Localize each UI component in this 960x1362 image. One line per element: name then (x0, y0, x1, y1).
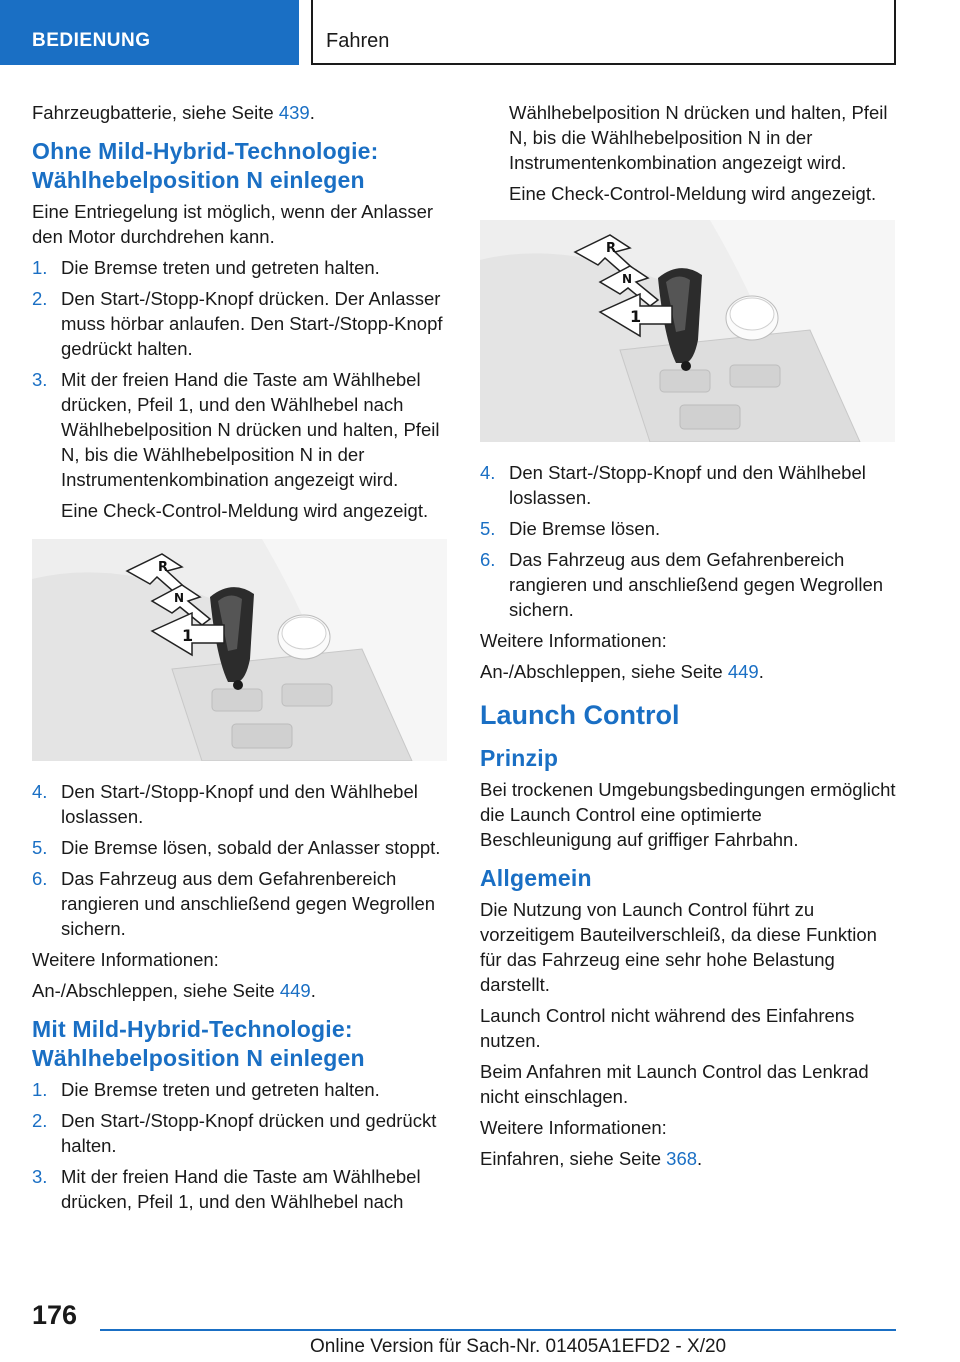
heading-general: Allgemein (480, 865, 592, 891)
paragraph-general-1: Die Nutzung von Launch Control führt zu vorzeitigem Bauteilverschleiß, da diese Funktion für das Fahrzeug eine sehr hohe Belastung darstellt. (480, 899, 877, 995)
svg-text:R: R (158, 560, 169, 575)
steps-list-a (32, 255, 452, 492)
page-number: 176 (32, 1300, 78, 1330)
page-link[interactable]: 449 (279, 980, 311, 1001)
section-title: BEDIENUNG (32, 30, 151, 51)
list-item: 3. Mit der freien Hand die Taste am Wählhebel drücken, Pfeil 1, und den Wählhebel nach Wählhebelposition N drücken und halten, Pfeil N, bis die Wählhebelposition N in der Instrumentenkombination angezeigt wird. (32, 369, 440, 490)
check-control-note: Eine Check-Control-Meldung wird angezeigt. (61, 500, 429, 521)
svg-text:1: 1 (630, 307, 642, 326)
paragraph-general-3: Beim Anfahren mit Launch Control das Lenkrad nicht einschlagen. (480, 1061, 869, 1107)
tow-reference: An-/Abschleppen, siehe Seite 449. (32, 980, 316, 1001)
chapter-tab (311, 0, 896, 65)
steps-list-b (32, 779, 452, 941)
chapter-title: Fahren (326, 30, 390, 52)
list-item: 4. Den Start-/Stopp-Knopf und den Wählhebel loslassen. (32, 781, 418, 827)
paragraph-general-2: Launch Control nicht während des Einfahrens nutzen. (480, 1005, 855, 1051)
heading-launch-control: Launch Control (480, 700, 680, 730)
check-control-note: Eine Check-Control-Meldung wird angezeigt. (509, 183, 877, 204)
svg-text:R: R (606, 241, 617, 256)
list-item: 5. Die Bremse lösen, sobald der Anlasser stoppt. (32, 837, 441, 858)
steps-list-c (32, 1077, 452, 1214)
list-item: 5. Die Bremse lösen. (480, 518, 661, 539)
heading-without-mild-hybrid: Ohne Mild-Hybrid-Technologie: Wählhebelposition N einlegen (32, 138, 379, 193)
heading-with-mild-hybrid: Mit Mild-Hybrid-Technologie: Wählhebelposition N einlegen (32, 1016, 365, 1071)
gear-selector-illustration (32, 539, 447, 761)
tow-reference: An-/Abschleppen, siehe Seite 449. (480, 661, 764, 682)
list-item: 2. Den Start-/Stopp-Knopf drücken. Der Anlasser muss hörbar anlaufen. Den Start-/Stopp-Knopf gedrückt halten. (32, 288, 443, 359)
svg-text:1: 1 (182, 626, 194, 645)
more-info-label: Weitere Informationen: (480, 1117, 667, 1138)
list-item: 2. Den Start-/Stopp-Knopf drücken und gedrückt halten. (32, 1110, 437, 1156)
list-item: 6. Das Fahrzeug aus dem Gefahrenbereich rangieren und anschließend gegen Wegrollen sichern. (480, 549, 884, 620)
footer-divider (100, 1329, 896, 1331)
more-info-label: Weitere Informationen: (32, 949, 219, 970)
right-column (480, 100, 896, 1177)
svg-text:N: N (622, 272, 633, 286)
list-item: 1. Die Bremse treten und getreten halten. (32, 1079, 380, 1100)
intro-paragraph: Fahrzeugbatterie, siehe Seite 439. (32, 102, 315, 123)
continued-step-text: Wählhebelposition N drücken und halten, Pfeil N, bis die Wählhebelposition N in der Instrumentenkombination angezeigt wird. (509, 102, 888, 173)
section-tab (0, 0, 299, 65)
page-link[interactable]: 449 (727, 661, 759, 682)
list-item: 6. Das Fahrzeug aus dem Gefahrenbereich rangieren und anschließend gegen Wegrollen sichern. (32, 868, 436, 939)
list-item: 4. Den Start-/Stopp-Knopf und den Wählhebel loslassen. (480, 462, 866, 508)
paragraph-principle: Bei trockenen Umgebungsbedingungen ermöglicht die Launch Control eine optimierte Beschleunigung auf griffiger Fahrbahn. (480, 779, 896, 850)
break-in-reference: Einfahren, siehe Seite 368. (480, 1148, 703, 1169)
page-link[interactable]: 439 (278, 102, 310, 123)
paragraph-unlock: Eine Entriegelung ist möglich, wenn der Anlasser den Motor durchdrehen kann. (32, 201, 434, 247)
steps-list-d (480, 460, 896, 622)
list-item: 3. Mit der freien Hand die Taste am Wählhebel drücken, Pfeil 1, und den Wählhebel nach (32, 1166, 421, 1212)
list-item: 1. Die Bremse treten und getreten halten. (32, 257, 380, 278)
more-info-label: Weitere Informationen: (480, 630, 667, 651)
gear-selector-illustration (480, 220, 895, 442)
svg-text:N: N (174, 591, 185, 605)
page-link[interactable]: 368 (666, 1148, 698, 1169)
heading-principle: Prinzip (480, 745, 559, 771)
left-column (32, 100, 452, 1220)
footer-online-version: Online Version für Sach-Nr. 01405A1EFD2 - X/20 (310, 1336, 727, 1357)
